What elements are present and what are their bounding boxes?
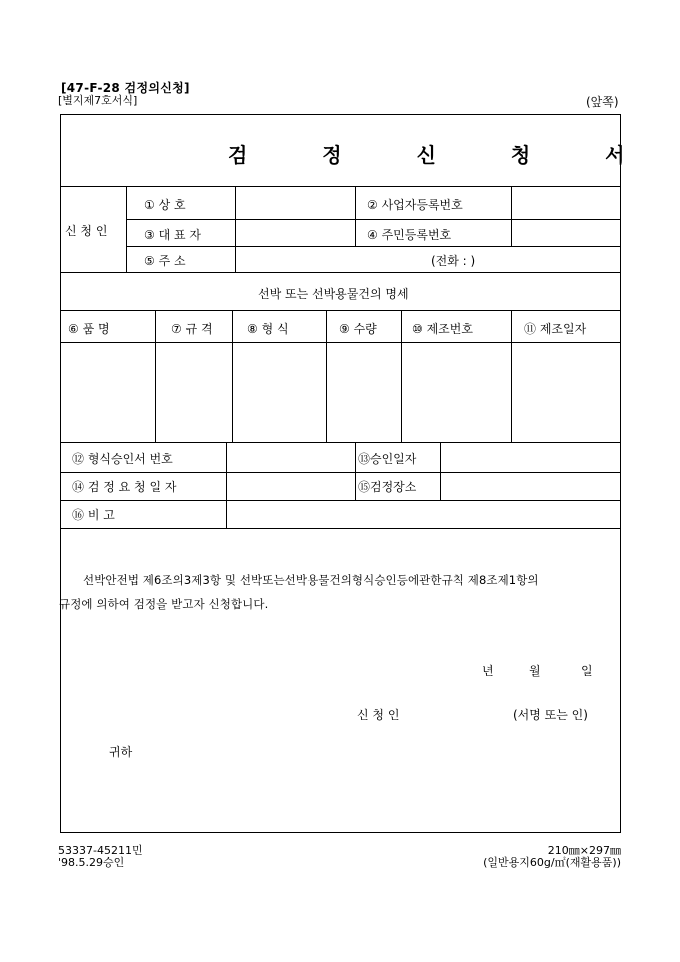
- form-title: 검 정 신 청 서: [228, 143, 659, 167]
- column-type: ⑧ 형 식: [247, 322, 289, 336]
- column-quantity: ⑨ 수량: [339, 322, 377, 336]
- date-day: 일: [581, 664, 593, 678]
- resident-no-label: ④ 주민등록번호: [367, 228, 452, 242]
- signer-label: 신 청 인: [357, 708, 400, 722]
- items-section-heading: 선박 또는 선박용물건의 명세: [258, 287, 409, 301]
- business-no-label: ② 사업자등록번호: [367, 198, 463, 212]
- annex-label: [별지제7호서식]: [58, 94, 138, 107]
- footer-approval: '98.5.29승인: [58, 856, 125, 869]
- inspection-place-label: ⑮검정장소: [358, 480, 417, 494]
- applicant-label: 신 청 인: [65, 224, 108, 238]
- addressee-label: 귀하: [109, 745, 133, 759]
- page-side-label: (앞쪽): [586, 95, 619, 109]
- column-serial-no: ⑩ 제조번호: [412, 322, 473, 336]
- remarks-label: ⑯ 비 고: [72, 508, 115, 522]
- form-code: [47-F-28 검정의신청]: [61, 81, 190, 95]
- application-form: [59, 114, 659, 833]
- column-item-name: ⑥ 품 명: [68, 322, 110, 336]
- address-label: ⑤ 주 소: [144, 254, 186, 268]
- statement-line-2: 규정에 의하여 검정을 받고자 신청합니다.: [59, 597, 269, 611]
- representative-label: ③ 대 표 자: [144, 228, 201, 242]
- footer-size: 210㎜×297㎜: [547, 844, 621, 857]
- request-date-label: ⑭ 검 정 요 청 일 자: [72, 480, 177, 494]
- column-spec: ⑦ 규 격: [171, 322, 213, 336]
- company-label: ① 상 호: [144, 198, 186, 212]
- sign-note: (서명 또는 인): [513, 708, 588, 722]
- approval-date-label: ⑬승인일자: [358, 452, 417, 466]
- footer-paper: (일반용지60g/㎡(재활용품)): [483, 856, 621, 869]
- date-month: 월: [529, 664, 541, 678]
- column-manufacture-date: ⑪ 제조일자: [524, 322, 587, 336]
- statement-line-1: 선박안전법 제6조의3제3항 및 선박또는선박용물건의형식승인등에관한규칙 제8조제1항의: [83, 573, 539, 587]
- approval-no-label: ⑫ 형식승인서 번호: [72, 452, 173, 466]
- footer-code: 53337-45211민: [58, 844, 143, 857]
- date-year: 년: [482, 664, 494, 678]
- phone-label: (전화 : ): [431, 254, 476, 268]
